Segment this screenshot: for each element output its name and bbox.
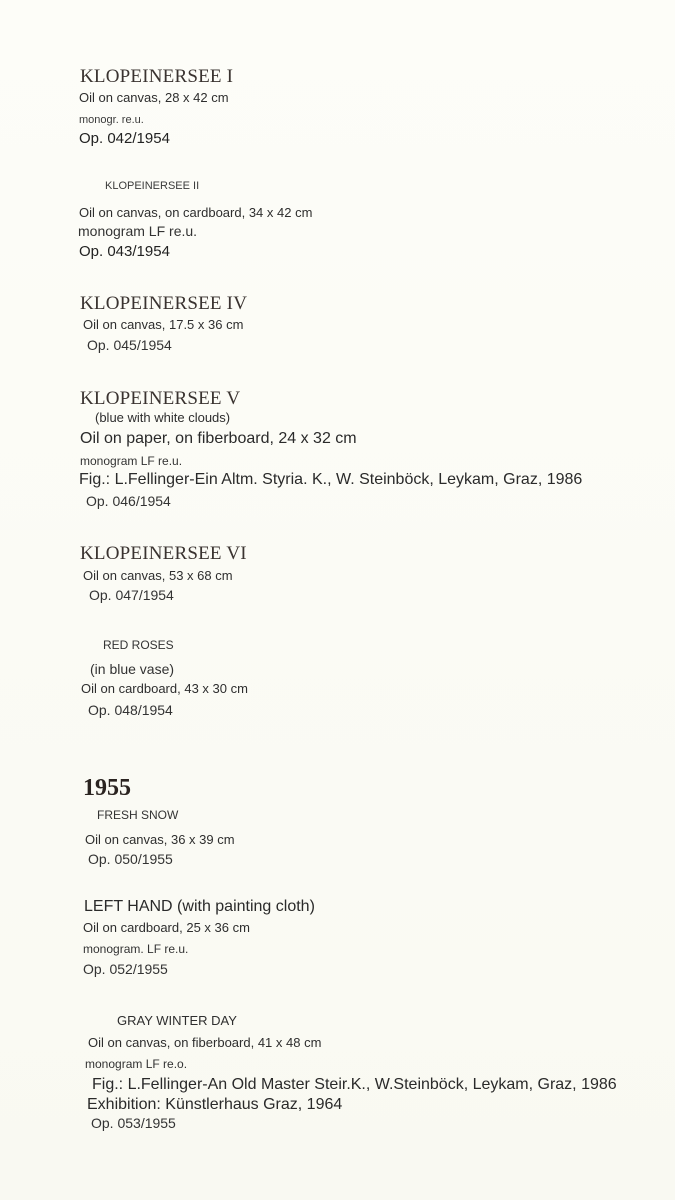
entry-signature: monogram. LF re.u. <box>83 942 189 956</box>
entry-signature: monogram LF re.o. <box>85 1057 188 1071</box>
entry-medium: Oil on cardboard, 25 x 36 cm <box>83 920 250 935</box>
entry-medium: Oil on canvas, 36 x 39 cm <box>85 832 235 847</box>
entry-title: RED ROSES <box>103 638 174 652</box>
entry-title: KLOPEINERSEE IV <box>80 293 248 314</box>
entry-title: GRAY WINTER DAY <box>117 1013 237 1028</box>
entry-signature: monogr. re.u. <box>79 114 144 126</box>
entry-exhibition: Exhibition: Künstlerhaus Graz, 1964 <box>87 1096 343 1113</box>
entry-subtitle: (blue with white clouds) <box>95 410 231 425</box>
entry-medium: Oil on paper, on fiberboard, 24 x 32 cm <box>80 430 357 447</box>
entry-opus: Op. 045/1954 <box>87 337 172 353</box>
entry-signature: monogram LF re.u. <box>78 223 198 239</box>
entry-medium: Oil on canvas, on fiberboard, 41 x 48 cm <box>88 1035 322 1050</box>
entry-medium: Oil on canvas, on cardboard, 34 x 42 cm <box>79 205 313 220</box>
entry-title: KLOPEINERSEE VI <box>80 543 247 564</box>
entry-title: KLOPEINERSEE II <box>105 180 200 192</box>
entry-figure: Fig.: L.Fellinger-Ein Altm. Styria. K., W. Steinböck, Leykam, Graz, 1986 <box>79 471 583 488</box>
entry-opus: Op. 047/1954 <box>89 587 174 603</box>
entry-title: FRESH SNOW <box>97 808 179 822</box>
entry-opus: Op. 052/1955 <box>83 961 168 977</box>
entry-opus: Op. 046/1954 <box>86 493 171 509</box>
entry-medium: Oil on canvas, 17.5 x 36 cm <box>83 317 244 332</box>
entry-title: KLOPEINERSEE V <box>80 388 241 409</box>
entry-title: LEFT HAND (with painting cloth) <box>84 898 315 915</box>
entry-opus: Op. 042/1954 <box>79 130 170 147</box>
year-heading: 1955 <box>83 775 131 801</box>
entry-subtitle: (in blue vase) <box>90 661 175 677</box>
entry-opus: Op. 048/1954 <box>88 702 173 718</box>
entry-title: KLOPEINERSEE I <box>80 66 234 87</box>
entry-opus: Op. 043/1954 <box>79 243 170 260</box>
entry-opus: Op. 053/1955 <box>91 1115 176 1131</box>
entry-figure: Fig.: L.Fellinger-An Old Master Steir.K., W.Steinböck, Leykam, Graz, 1986 <box>92 1076 617 1093</box>
entry-medium: Oil on canvas, 53 x 68 cm <box>83 568 233 583</box>
entry-signature: monogram LF re.u. <box>80 454 183 468</box>
entry-medium: Oil on canvas, 28 x 42 cm <box>79 90 229 105</box>
entry-medium: Oil on cardboard, 43 x 30 cm <box>81 681 248 696</box>
entry-opus: Op. 050/1955 <box>88 851 173 867</box>
